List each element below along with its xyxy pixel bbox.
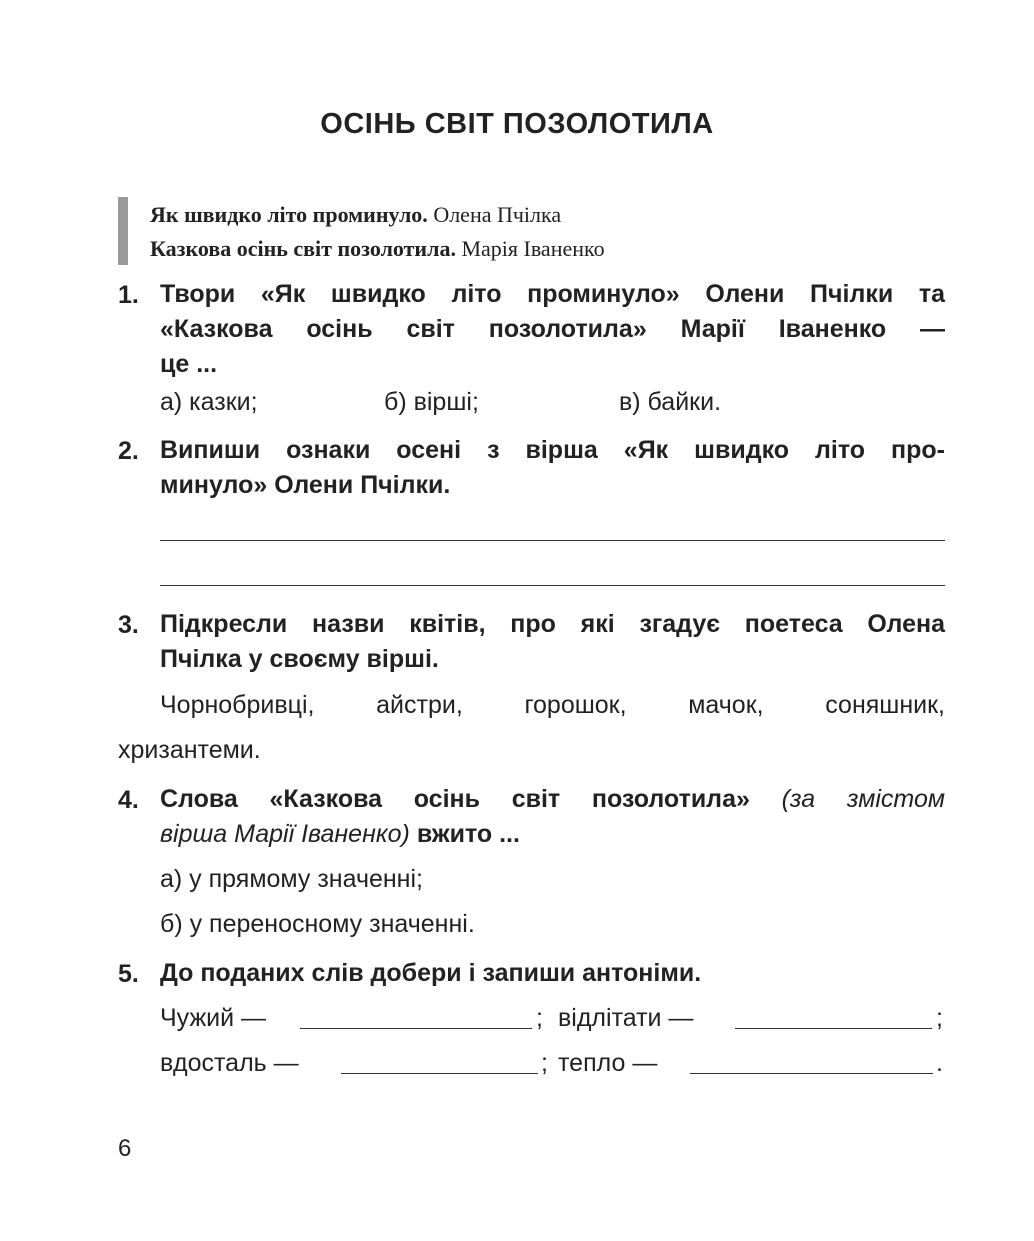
separator: ; (536, 1004, 543, 1032)
question-text: Твори «Як швидко літо проминуло» Олени Пчілки та (160, 280, 945, 308)
answer-line[interactable] (160, 585, 945, 586)
answer-option: б) у переносному значенні. (160, 910, 475, 938)
question-italic: вірша Марії Іваненко) (160, 820, 410, 848)
answer-option: а) у прямому значенні; (160, 865, 423, 893)
question-number: 4. (118, 786, 139, 814)
question-text: Пчілка у своєму вірші. (160, 645, 439, 673)
question-text: Випиши ознаки осені з вірша «Як швидко літо про- (160, 436, 945, 464)
page-number: 6 (118, 1135, 132, 1162)
antonym-blank[interactable] (735, 1006, 932, 1029)
source-accent-bar (118, 197, 128, 265)
question-bold: Слова «Казкова осінь світ позолотила» (160, 785, 750, 813)
question-text: «Казкова осінь світ позолотила» Марії Іваненко — (160, 315, 945, 343)
answer-option: б) вірші; (384, 388, 479, 416)
flower-list[interactable]: Чорнобривці, айстри, горошок, мачок, соняшник, (160, 691, 945, 719)
question-bold: вжито ... (416, 820, 520, 848)
antonym-blank[interactable] (341, 1051, 538, 1074)
question-text (160, 782, 945, 817)
answer-option: в) байки. (619, 388, 722, 416)
separator: ; (541, 1049, 548, 1077)
question-italic: (за змістом (781, 785, 945, 813)
question-text: це ... (160, 350, 218, 378)
source-author: Марія Іваненко (461, 236, 605, 261)
source-author: Олена Пчілка (433, 202, 562, 227)
question-number: 3. (118, 611, 139, 639)
flower-list-continued[interactable]: хризантеми. (118, 736, 261, 764)
separator: ; (936, 1004, 943, 1032)
question-number: 2. (118, 437, 139, 465)
source-work: Як швидко літо проминуло. (150, 202, 428, 227)
source-line-2 (150, 236, 605, 262)
antonym-word: вдосталь — (160, 1049, 299, 1077)
question-text: До поданих слів добери і запиши антоніми. (160, 959, 702, 987)
question-text (160, 817, 945, 852)
antonym-word: тепло — (558, 1049, 658, 1077)
separator: . (936, 1049, 943, 1077)
page-title: ОСІНЬ СВІТ ПОЗОЛОТИЛА (320, 108, 714, 140)
antonym-blank[interactable] (300, 1006, 532, 1029)
antonym-word: відлітати — (558, 1004, 694, 1032)
question-text: минуло» Олени Пчілки. (160, 471, 451, 499)
answer-option: а) казки; (160, 388, 258, 416)
answer-line[interactable] (160, 540, 945, 541)
source-line-1 (150, 202, 561, 228)
antonym-blank[interactable] (690, 1051, 933, 1074)
source-work: Казкова осінь світ позолотила. (150, 236, 456, 261)
question-number: 1. (118, 281, 139, 309)
question-number: 5. (118, 960, 139, 988)
question-text: Підкресли назви квітів, про які згадує поетеса Олена (160, 610, 945, 638)
antonym-word: Чужий — (160, 1004, 267, 1032)
